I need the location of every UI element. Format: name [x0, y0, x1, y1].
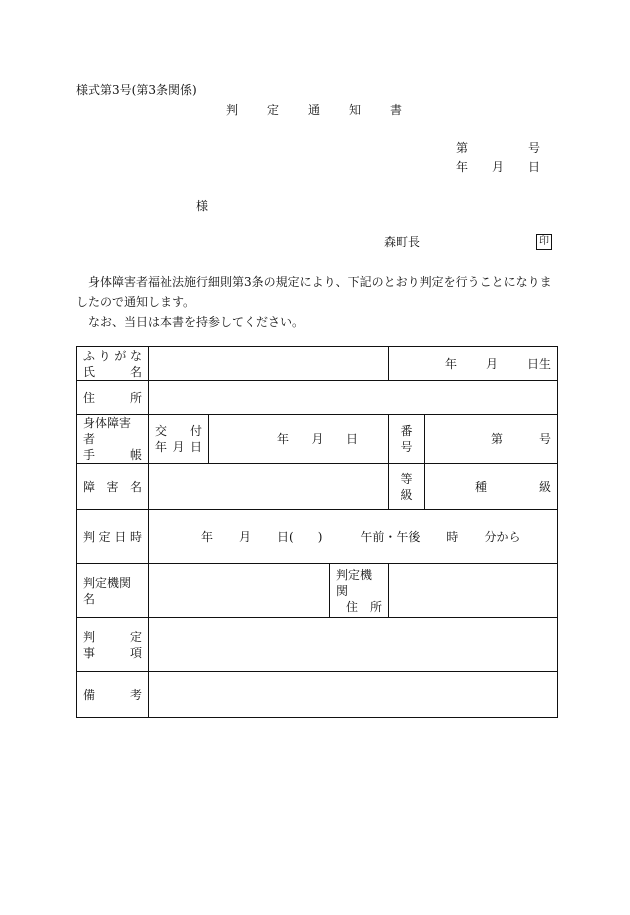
- disability-field[interactable]: [149, 464, 389, 510]
- label-char: 氏: [83, 364, 96, 379]
- issued-month: 月: [311, 432, 324, 446]
- name-label: [83, 364, 142, 380]
- remarks-field[interactable]: [149, 672, 558, 718]
- address-label-cell: [77, 381, 149, 415]
- label-char: り: [98, 348, 111, 363]
- address-label: [83, 390, 142, 406]
- issued-year: 年: [277, 432, 290, 446]
- handbook-number-field[interactable]: [425, 415, 558, 464]
- title-char: 通: [307, 103, 320, 117]
- label-char: 障: [83, 479, 96, 494]
- address-field[interactable]: [149, 381, 558, 415]
- label-char: 住: [83, 390, 96, 405]
- name-label-cell: [77, 347, 149, 381]
- label-char: 判: [83, 629, 96, 644]
- table-row: [77, 347, 558, 381]
- title-char: 知: [348, 103, 361, 117]
- table-row: [77, 672, 558, 718]
- label-char: 時: [129, 529, 142, 544]
- disability-label-cell: [77, 464, 149, 510]
- label-char: 手: [83, 448, 96, 462]
- handbook-label: 身体障害者: [83, 416, 132, 446]
- label-char: 項: [129, 645, 142, 660]
- agency-address-field[interactable]: [389, 564, 558, 618]
- agency-address-label: 判定機関: [336, 567, 373, 598]
- number-prefix: 第: [456, 141, 469, 155]
- label-char: 月: [172, 440, 185, 454]
- datetime-label: [83, 529, 142, 545]
- dt-month: 月: [239, 529, 252, 544]
- notice-paragraph: なお、当日は本書を持参してください。: [76, 315, 305, 329]
- label-char: 害: [106, 479, 119, 494]
- issued-label-cell: [149, 415, 209, 464]
- table-row: [77, 415, 558, 464]
- table-row: [77, 464, 558, 510]
- agency-field[interactable]: [149, 564, 330, 618]
- issuer-name: 森町長: [384, 235, 421, 249]
- datetime-field[interactable]: [149, 510, 558, 564]
- agency-address-label-2: [336, 599, 382, 615]
- birth-year: 年: [445, 356, 458, 371]
- birth-month: 月: [486, 356, 499, 371]
- dt-hour: 時: [446, 529, 459, 544]
- label-char: ふ: [83, 348, 96, 363]
- label-char: 所: [370, 599, 383, 614]
- title-char: 判: [226, 103, 239, 117]
- notice-form-table: [76, 346, 558, 718]
- label-char: 事: [83, 645, 96, 660]
- label-char: 交: [155, 424, 168, 438]
- grade-label: 等級: [389, 464, 425, 510]
- label-char: 判: [83, 529, 96, 544]
- date-day: 日: [527, 160, 540, 174]
- label-char: が: [114, 348, 127, 363]
- furigana-label: [83, 348, 142, 364]
- issued-label: [155, 423, 202, 439]
- form-number: 様式第3号(第3条関係): [76, 83, 197, 97]
- title-char: 定: [266, 103, 279, 117]
- notice-paragraph: 身体障害者福祉法施行細則第3条の規定により、下記のとおり判定を行うことになりましたので通知します。: [76, 275, 552, 309]
- dt-day: 日( ): [277, 529, 323, 544]
- disability-label: [83, 479, 142, 495]
- label-char: 付: [189, 424, 202, 438]
- agency-label: 判定機関名: [83, 575, 132, 606]
- label-char: 備: [83, 687, 96, 702]
- notice-body: [76, 272, 556, 332]
- label-char: な: [129, 348, 142, 363]
- document-number: [456, 142, 540, 154]
- number-suffix: 号: [527, 141, 540, 155]
- date-year: 年: [456, 160, 469, 174]
- grade-suffix: 級: [539, 479, 552, 494]
- name-field[interactable]: [149, 347, 389, 381]
- handbook-label-cell: [77, 415, 149, 464]
- label-char: 定: [129, 629, 142, 644]
- label-char: 所: [129, 390, 142, 405]
- document-title: [226, 104, 402, 116]
- birth-day: 日生: [527, 356, 552, 371]
- document-date: [456, 161, 540, 173]
- label-char: 考: [129, 687, 142, 702]
- dt-ampm: 午前・午後: [360, 529, 421, 544]
- issued-date-field[interactable]: [209, 415, 389, 464]
- grade-field[interactable]: [425, 464, 558, 510]
- table-row: [77, 381, 558, 415]
- label-char: 年: [155, 440, 168, 454]
- issued-day: 日: [346, 432, 359, 446]
- table-row: [77, 618, 558, 672]
- datetime-label-cell: [77, 510, 149, 564]
- label-char: 日: [114, 529, 127, 544]
- label-char: 名: [129, 364, 142, 379]
- addressee-suffix: 様: [196, 199, 209, 213]
- date-month: 月: [491, 160, 504, 174]
- type-label: 種: [475, 479, 488, 494]
- agency-address-label-cell: [330, 564, 389, 618]
- label-char: 名: [129, 479, 142, 494]
- title-char: 書: [389, 103, 402, 117]
- agency-label-cell: [77, 564, 149, 618]
- seal-mark: 印: [536, 234, 552, 250]
- remarks-label: [83, 687, 142, 703]
- matters-field[interactable]: [149, 618, 558, 672]
- label-char: 定: [98, 529, 111, 544]
- dt-year: 年: [201, 529, 214, 544]
- dt-minute: 分から: [484, 529, 521, 544]
- label-char: 日: [189, 440, 202, 454]
- matters-label-cell: [77, 618, 149, 672]
- number-prefix: 第: [491, 432, 504, 446]
- matters-label: [83, 629, 142, 645]
- table-row: [77, 564, 558, 618]
- number-label: 番号: [389, 415, 425, 464]
- label-char: 帳: [129, 448, 142, 462]
- handbook-label-2: [83, 447, 142, 463]
- table-row: [77, 510, 558, 564]
- number-suffix: 号: [539, 432, 552, 446]
- birthdate-field[interactable]: [389, 347, 558, 381]
- matters-label-2: [83, 645, 142, 661]
- label-char: 住: [346, 599, 359, 614]
- issued-date-label: [155, 439, 202, 455]
- remarks-label-cell: [77, 672, 149, 718]
